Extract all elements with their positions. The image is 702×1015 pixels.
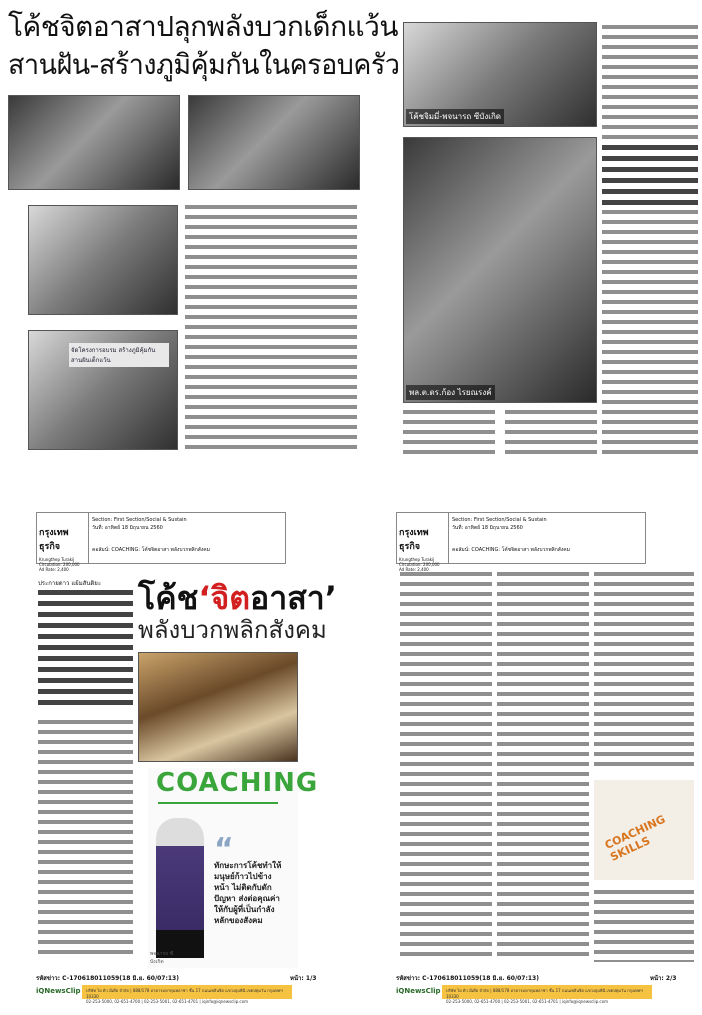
- pub-en: Krungthep Turakij: [39, 557, 75, 562]
- footer-bar: [442, 985, 652, 1004]
- section: Section: First Section/Social & Sustain: [452, 517, 547, 523]
- photo-group-activity: [8, 95, 180, 190]
- date: วันที่: อาทิตย์ 18 มิถุนายน 2560: [452, 525, 523, 531]
- publication-name: กรุงเทพธุรกิจ: [399, 528, 429, 552]
- body-text-column: [38, 720, 133, 960]
- body-text-column: [185, 205, 357, 450]
- circulation: Circulation: 200,000: [399, 562, 440, 567]
- photo-seminar: [138, 652, 298, 762]
- photo-participants: [188, 95, 360, 190]
- photo-caption: โค้ชจิมมี่-พจนารถ ซีบังเกิด: [406, 109, 504, 124]
- skills-word: COACHING SKILLS: [602, 812, 668, 864]
- body-text-column: [594, 890, 694, 962]
- clip-header-1: [36, 512, 286, 572]
- title-part: อาสา’: [250, 579, 337, 617]
- headline-line-2: สานฝัน-สร้างภูมิคุ้มกันในครอบครัว: [8, 48, 400, 81]
- footer-bar: [82, 985, 292, 1004]
- circulation: Circulation: 200,000: [39, 562, 80, 567]
- date: วันที่: อาทิตย์ 18 มิถุนายน 2560: [92, 525, 163, 531]
- body-text-column: [497, 572, 589, 962]
- footer-contact: 02-253-5000, 02-651-4700 | 02-253-5001, 02-651-4701 | iqinfo@iqnewsclip.com: [86, 999, 248, 1004]
- lede-text: [38, 590, 133, 710]
- article-title: [138, 580, 337, 644]
- ad-rate: Ad Rate: 2,400: [39, 567, 69, 572]
- footer-contact: 02-253-5000, 02-651-4700 | 02-253-5001, 02-651-4701 | iqinfo@iqnewsclip.com: [446, 999, 608, 1004]
- iqnewsclip-logo: iQNewsClip: [36, 987, 81, 995]
- photo-exercise: [28, 205, 178, 315]
- ad-rate: Ad Rate: 2,400: [399, 567, 429, 572]
- photo-coach-woman: [156, 818, 204, 958]
- iqnewsclip-logo: iQNewsClip: [396, 987, 441, 995]
- quote-open-icon: “: [214, 832, 234, 867]
- coaching-skills-graphic: [594, 780, 694, 880]
- photo-caption: พล.ต.ดร.ก้อง ไรยณรงค์: [406, 385, 495, 400]
- headline-line-1: โค้ชจิตอาสาปลุกพลังบวกเด็กแว้น: [8, 10, 398, 43]
- pull-quote: ทักษะการโค้ชทำให้มนุษย์ก้าวไปข้างหน้า ไม่ติดกับดักปัญหา ส่งต่อคุณค่าให้กับผู้ที่เป็นกำลังหลักของสังคม: [214, 861, 282, 925]
- body-text-column: [602, 210, 698, 460]
- byline: ประกายดาว แย้มสันติยะ: [38, 580, 102, 587]
- footer-company: บริษัท ไอ คิว มีเดีย จำกัด | 888/178 อาคารมหาทุนพลาซ่า ชั้น 17 ถนนเพลินจิต แขวงลุมพินี เขตปทุมวัน กรุงเทพฯ 10330: [446, 988, 643, 999]
- marker-line: [158, 802, 278, 804]
- body-text-column: [403, 410, 495, 460]
- title-red: ‘จิต: [198, 579, 250, 617]
- photo-caption: พจนารถ ซีบังเกิด: [150, 951, 174, 965]
- clip-header-2: [396, 512, 646, 572]
- body-text-column: [505, 410, 597, 460]
- body-text-column: [400, 572, 492, 962]
- body-text-column: [594, 572, 694, 772]
- column: คอลัมน์: COACHING: โค้ชจิตอาสา พลังบวกพลิกสังคม: [452, 547, 570, 553]
- section: Section: First Section/Social & Sustain: [92, 517, 187, 523]
- page-number: หน้า: 1/3: [290, 975, 317, 982]
- page-number: หน้า: 2/3: [650, 975, 677, 982]
- photo-officer: [403, 137, 597, 403]
- publication-name: กรุงเทพธุรกิจ: [39, 528, 69, 552]
- coaching-graphic: [148, 768, 319, 968]
- photo-banner: [28, 330, 178, 450]
- column: คอลัมน์: COACHING: โค้ชจิตอาสา พลังบวกพลิกสังคม: [92, 547, 210, 553]
- coaching-word: COACHING: [156, 768, 319, 798]
- title-part: โค้ช: [138, 579, 199, 617]
- body-text-bold: [602, 145, 698, 205]
- footer-company: บริษัท ไอ คิว มีเดีย จำกัด | 888/178 อาคารมหาทุนพลาซ่า ชั้น 17 ถนนเพลินจิต แขวงลุมพินี เขตปทุมวัน กรุงเทพฯ 10330: [86, 988, 283, 999]
- photo-coach: [403, 22, 597, 127]
- clip-code: รหัสข่าว: C-170618011059(18 มิ.ย. 60/07:13): [36, 975, 179, 982]
- banner-text: จัดโครงการอบรม สร้างภูมิคุ้มกัน สานฝันเด็กแว้น: [69, 343, 169, 367]
- headline: [8, 8, 400, 92]
- article-subtitle: พลังบวกพลิกสังคม: [138, 616, 327, 644]
- body-text-column: [602, 25, 698, 145]
- pub-en: Krungthep Turakij: [399, 557, 435, 562]
- clip-code: รหัสข่าว: C-170618011059(18 มิ.ย. 60/07:13): [396, 975, 539, 982]
